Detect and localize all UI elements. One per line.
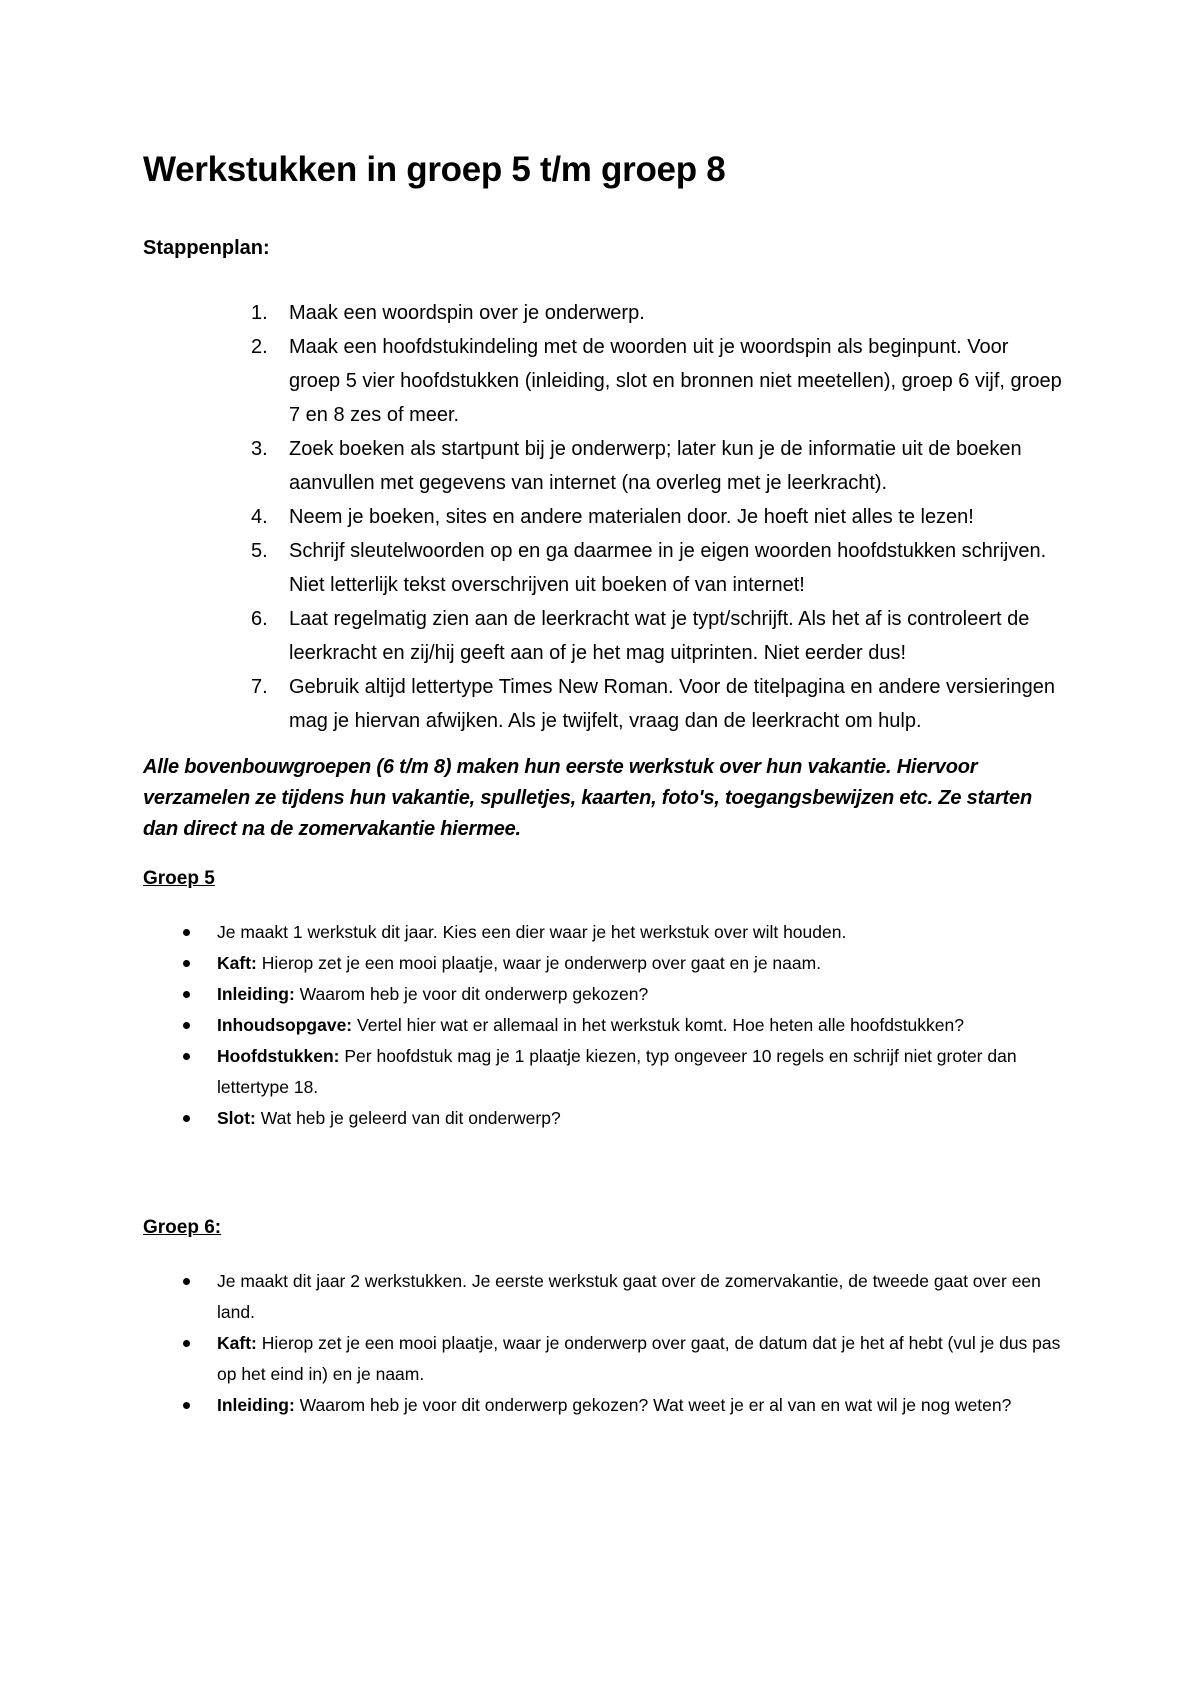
- item-text: Vertel hier wat er allemaal in het werkstuk komt. Hoe heten alle hoofdstukken?: [352, 1015, 964, 1035]
- list-item: [143, 296, 1063, 330]
- bovenbouw-intro: Alle bovenbouwgroepen (6 t/m 8) maken hun eerste werkstuk over hun vakantie. Hiervoor verzamelen ze tijdens hun vakantie, spulletjes, kaarten, foto's, toegangsbewijzen etc. Ze starten dan direct na de zomervakantie hiermee.: [143, 756, 1032, 840]
- list-item: [143, 1010, 1063, 1041]
- item-text: Wat heb je geleerd van dit onderwerp?: [255, 1108, 561, 1128]
- item-text: Hierop zet je een mooi plaatje, waar je onderwerp over gaat, de datum dat je het af hebt (vul je dus pas op het eind in) en je naam.: [217, 1333, 1061, 1384]
- step-number: 6.: [251, 608, 268, 630]
- step-number: 3.: [251, 438, 268, 460]
- item-text: Waarom heb je voor dit onderwerp gekozen? Wat weet je er al van en wat wil je nog weten?: [294, 1395, 1012, 1415]
- list-item: [143, 432, 1063, 500]
- item-term: Inleiding:: [217, 984, 295, 1004]
- list-item: [143, 602, 1063, 670]
- groep-5-heading: Groep 5: [143, 868, 215, 889]
- bullet-icon: [183, 1022, 190, 1029]
- bullet-icon: [183, 929, 190, 936]
- list-item: [143, 948, 1063, 979]
- bullet-icon: [183, 1402, 190, 1409]
- step-text: Schrijf sleutelwoorden op en ga daarmee in je eigen woorden hoofdstukken schrijven. Niet letterlijk tekst overschrijven uit boeken of van internet!: [289, 540, 1047, 596]
- stappenplan-list: [143, 296, 1063, 738]
- step-text: Laat regelmatig zien aan de leerkracht wat je typt/schrijft. Als het af is controleert de leerkracht en zij/hij geeft aan of je het mag uitprinten. Niet eerder dus!: [289, 608, 1030, 664]
- bullet-icon: [183, 991, 190, 998]
- list-item: [143, 500, 1063, 534]
- step-number: 4.: [251, 506, 268, 528]
- item-text: Per hoofdstuk mag je 1 plaatje kiezen, typ ongeveer 10 regels en schrijf niet groter dan lettertype 18.: [217, 1046, 1017, 1097]
- step-number: 7.: [251, 676, 268, 698]
- item-term: Inleiding:: [217, 1395, 295, 1415]
- list-item: [143, 1041, 1063, 1103]
- bullet-icon: [183, 1278, 190, 1285]
- list-item: [143, 1266, 1063, 1328]
- bullet-icon: [183, 1115, 190, 1122]
- item-term: Inhoudsopgave:: [217, 1015, 353, 1035]
- step-text: Gebruik altijd lettertype Times New Roman. Voor de titelpagina en andere versieringen mag je hiervan afwijken. Als je twijfelt, vraag dan de leerkracht om hulp.: [289, 676, 1055, 732]
- item-term: Slot:: [217, 1108, 256, 1128]
- list-item: [143, 979, 1063, 1010]
- step-text: Maak een woordspin over je onderwerp.: [289, 302, 645, 324]
- step-number: 2.: [251, 336, 268, 358]
- list-item: [143, 534, 1063, 602]
- list-item: [143, 330, 1063, 432]
- item-term: Hoofdstukken:: [217, 1046, 340, 1066]
- item-term: Kaft:: [217, 1333, 257, 1353]
- step-number: 1.: [251, 302, 268, 324]
- item-term: Kaft:: [217, 953, 257, 973]
- step-number: 5.: [251, 540, 268, 562]
- item-text: Je maakt 1 werkstuk dit jaar. Kies een dier waar je het werkstuk over wilt houden.: [217, 922, 847, 942]
- groep-6-heading: Groep 6:: [143, 1217, 222, 1238]
- bullet-icon: [183, 1340, 190, 1347]
- bullet-icon: [183, 960, 190, 967]
- list-item: [143, 1103, 1063, 1134]
- step-text: Neem je boeken, sites en andere materialen door. Je hoeft niet alles te lezen!: [289, 506, 974, 528]
- bullet-icon: [183, 1053, 190, 1060]
- list-item: [143, 1328, 1063, 1390]
- item-text: Waarom heb je voor dit onderwerp gekozen?: [294, 984, 649, 1004]
- page-title: Werkstukken in groep 5 t/m groep 8: [143, 150, 726, 189]
- list-item: [143, 670, 1063, 738]
- step-text: Maak een hoofdstukindeling met de woorden uit je woordspin als beginpunt. Voor groep 5 vier hoofdstukken (inleiding, slot en bronnen niet meetellen), groep 6 vijf, groep 7 en 8 zes of meer.: [289, 336, 1062, 426]
- item-text: Je maakt dit jaar 2 werkstukken. Je eerste werkstuk gaat over de zomervakantie, de tweede gaat over een land.: [217, 1271, 1041, 1322]
- stappenplan-heading: Stappenplan:: [143, 237, 270, 259]
- step-text: Zoek boeken als startpunt bij je onderwerp; later kun je de informatie uit de boeken aanvullen met gegevens van internet (na overleg met je leerkracht).: [289, 438, 1022, 494]
- list-item: [143, 1390, 1063, 1421]
- groep-5-list: [143, 917, 1063, 1134]
- item-text: Hierop zet je een mooi plaatje, waar je onderwerp over gaat en je naam.: [256, 953, 822, 973]
- list-item: [143, 917, 1063, 948]
- document-page: [143, 140, 1063, 1421]
- groep-6-list: [143, 1266, 1063, 1421]
